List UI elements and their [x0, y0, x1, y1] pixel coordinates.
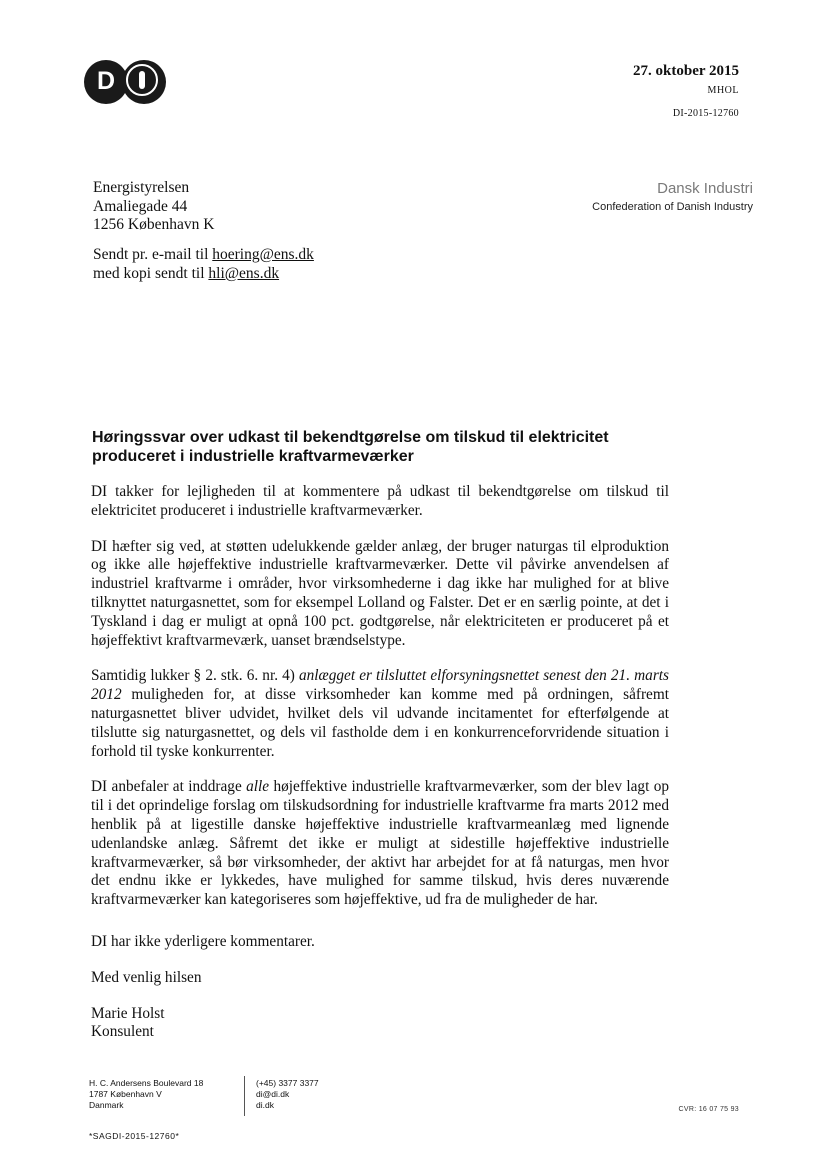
- recipient-line: Energistyrelsen: [93, 179, 190, 196]
- email-link-hoering[interactable]: hoering@ens.dk: [212, 246, 314, 263]
- letter-date: 27. oktober 2015: [633, 63, 739, 79]
- letter-subject: Høringssvar over udkast til bekendtgørelse om tilskud til elektricitet produceret i industrielle kraftvarmeværker: [92, 429, 609, 465]
- final-remark: DI har ikke yderligere kommentarer.: [91, 933, 315, 950]
- cvr-number: CVR: 16 07 75 93: [678, 1106, 739, 1113]
- reference-number: DI-2015-12760: [672, 108, 739, 119]
- recipient-line: 1256 København K: [93, 216, 215, 233]
- recipient-address: [93, 179, 214, 235]
- footer-email[interactable]: di@di.dk: [256, 1089, 290, 1099]
- footer-web[interactable]: di.dk: [256, 1100, 274, 1110]
- signer-name: Marie Holst: [91, 1004, 165, 1022]
- recipient-line: Amaliegade 44: [93, 197, 188, 215]
- case-barcode-id: *SAGDI-2015-12760*: [89, 1131, 180, 1141]
- di-logo: [84, 60, 168, 104]
- logo-circle-d: D: [84, 60, 128, 104]
- letter-body: [91, 483, 669, 927]
- brand-block: [592, 180, 753, 215]
- footer-address: H. C. Andersens Boulevard 18 1787 København V Danmark: [89, 1078, 204, 1110]
- brand-subtitle: Confederation of Danish Industry: [592, 201, 753, 213]
- sent-line: Sendt pr. e-mail til hoering@ens.dk: [93, 246, 314, 263]
- email-link-hli[interactable]: hli@ens.dk: [208, 264, 280, 282]
- logo-circle-i: [122, 60, 166, 104]
- sent-info: [93, 246, 314, 283]
- body-paragraph: DI takker for lejligheden til at kommentere på udkast til bekendtgørelse om tilskud til elektricitet produceret i industrielle kraftvarmeværker.: [91, 483, 669, 519]
- brand-name: Dansk Industri: [657, 180, 753, 197]
- body-paragraph: DI anbefaler at inddrage alle højeffektive industrielle kraftvarmeværker, som der blev lagt op til i det oprindelige forslag om tilskudsordning for industrielle kraftvarme fra marts 2012 med henblik på at ligestille danske højeffektive industrielle kraftvarmeanlæg med lignende udenlandske anlæg. Såfremt det ikke er muligt at sidestille højeffektive industrielle kraftvarmeværker, så bør virksomheder, der aktivt har arbejdet for at få naturgas, men hvor det endnu ikke er lykkedes, have mulighed for samme tilskud, hvis deres nuværende kraftvarmeværker kan kategoriseres som højeffektive, ud fra de muligheder de har.: [91, 778, 669, 909]
- closing-block: [91, 933, 315, 1042]
- footer-phone: (+45) 3377 3377: [256, 1078, 319, 1088]
- body-paragraph: Samtidig lukker § 2. stk. 6. nr. 4) anlægget er tilsluttet elforsyningsnettet senest den 21. marts 2012 muligheden for, at disse virksomheder kan komme med på ordningen, såfremt naturgasnettet bliver udvidet, hvilket dels vil udvande incitamentet for efterfølgende at tilslutte sig naturgasnettet, og dels vil fastholde dem i en konkurrenceforvridende situation i forhold til tyske konkurrenter.: [91, 667, 669, 760]
- logo-letter-i: [139, 71, 145, 89]
- body-paragraph: DI hæfter sig ved, at støtten udelukkende gælder anlæg, der bruger naturgas til elproduktion og ikke alle højeffektive industrielle kraftvarmeværker. Dette vil påvirke anvendelsen af industriel kraftvarme i områder, hvor virksomhederne i dag ikke har mulighed for at blive tilknyttet naturgasnettet, som for eksempel Lolland og Falster. Det er en særlig pointe, at det i Tyskland i dag er muligt at opnå 100 pct. godtgørelse, når elektriciteten er produceret på et højeffektivt kraftvarmeværk, uanset brændselstype.: [91, 537, 669, 649]
- copy-line: med kopi sendt til hli@ens.dk: [93, 264, 280, 282]
- footer-divider: [244, 1076, 245, 1116]
- signer-title: Konsulent: [91, 1023, 154, 1041]
- footer-contact: [256, 1078, 319, 1111]
- sender-initials: MHOL: [707, 85, 739, 96]
- greeting: Med venlig hilsen: [91, 968, 202, 986]
